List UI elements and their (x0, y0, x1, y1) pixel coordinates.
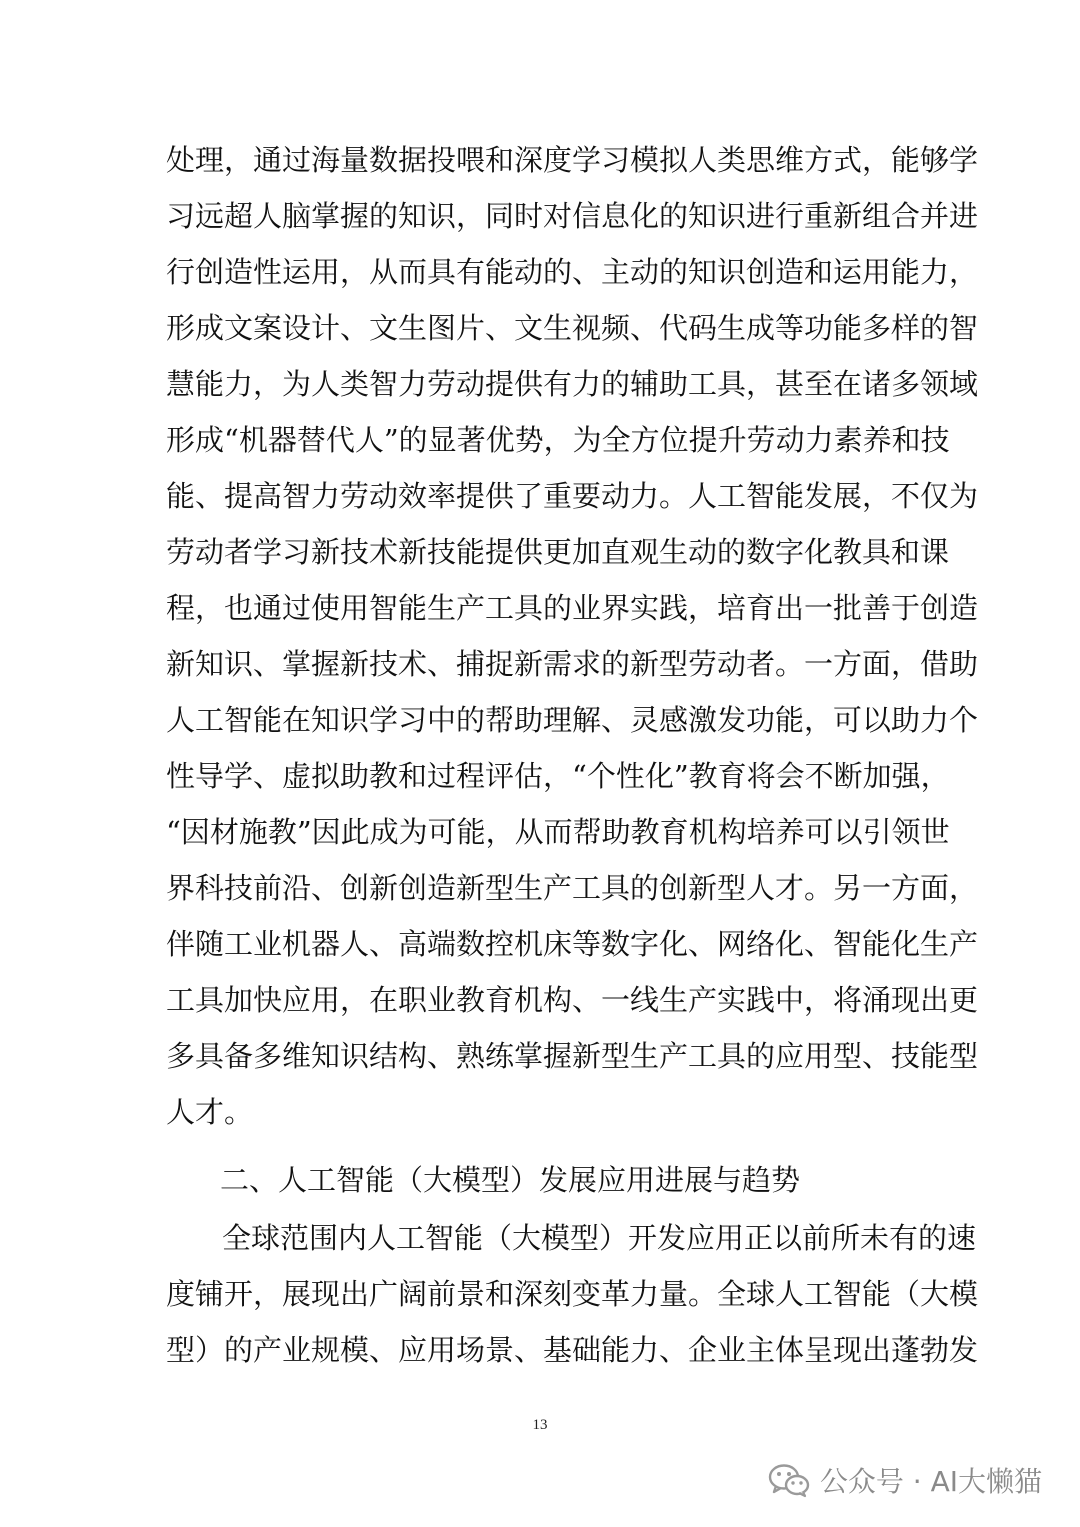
body-text-line: “因材施教”因此成为可能，从而帮助教育机构培养可以引领世 (166, 815, 950, 849)
body-text-line: 度铺开，展现出广阔前景和深刻变革力量。全球人工智能（大模 (166, 1277, 979, 1311)
page-number: 13 (532, 1417, 548, 1433)
body-text-line: 型）的产业规模、应用场景、基础能力、企业主体呈现出蓬勃发 (166, 1333, 979, 1367)
body-text-line: 能、提高智力劳动效率提供了重要动力。人工智能发展，不仅为 (166, 479, 979, 513)
wechat-icon (768, 1462, 810, 1498)
watermark (768, 1458, 1042, 1502)
body-text-line: 伴随工业机器人、高端数控机床等数字化、网络化、智能化生产 (166, 927, 979, 961)
body-text-line: 形成“机器替代人”的显著优势，为全方位提升劳动力素养和技 (166, 423, 950, 457)
body-text-line: 处理，通过海量数据投喂和深度学习模拟人类思维方式，能够学 (166, 143, 979, 177)
body-text-line: 性导学、虚拟助教和过程评估，“个性化”教育将会不断加强， (166, 759, 950, 793)
body-text-line: 程，也通过使用智能生产工具的业界实践，培育出一批善于创造 (166, 591, 979, 625)
body-text-line: 习远超人脑掌握的知识，同时对信息化的知识进行重新组合并进 (166, 199, 979, 233)
body-text-line: 人工智能在知识学习中的帮助理解、灵感激发功能，可以助力个 (166, 703, 979, 737)
body-text-line: 工具加快应用，在职业教育机构、一线生产实践中，将涌现出更 (166, 983, 979, 1017)
body-text-line: 人才。 (166, 1095, 254, 1129)
body-text-line: 劳动者学习新技术新技能提供更加直观生动的数字化教具和课 (166, 535, 950, 569)
section-heading: 二、人工智能（大模型）发展应用进展与趋势 (220, 1163, 801, 1197)
body-text-line: 多具备多维知识结构、熟练掌握新型生产工具的应用型、技能型 (166, 1039, 979, 1073)
body-text-line: 形成文案设计、文生图片、文生视频、代码生成等功能多样的智 (166, 311, 979, 345)
body-text-line: 慧能力，为人类智力劳动提供有力的辅助工具，甚至在诸多领域 (166, 367, 979, 401)
body-text-line: 行创造性运用，从而具有能动的、主动的知识创造和运用能力， (166, 255, 979, 289)
watermark-text: 公众号 · AI大懒猫 (819, 1465, 1042, 1498)
body-text-line: 界科技前沿、创新创造新型生产工具的创新型人才。另一方面， (166, 871, 979, 905)
body-text-line: 全球范围内人工智能（大模型）开发应用正以前所未有的速 (222, 1221, 977, 1255)
body-text-line: 新知识、掌握新技术、捕捉新需求的新型劳动者。一方面，借助 (166, 647, 979, 681)
